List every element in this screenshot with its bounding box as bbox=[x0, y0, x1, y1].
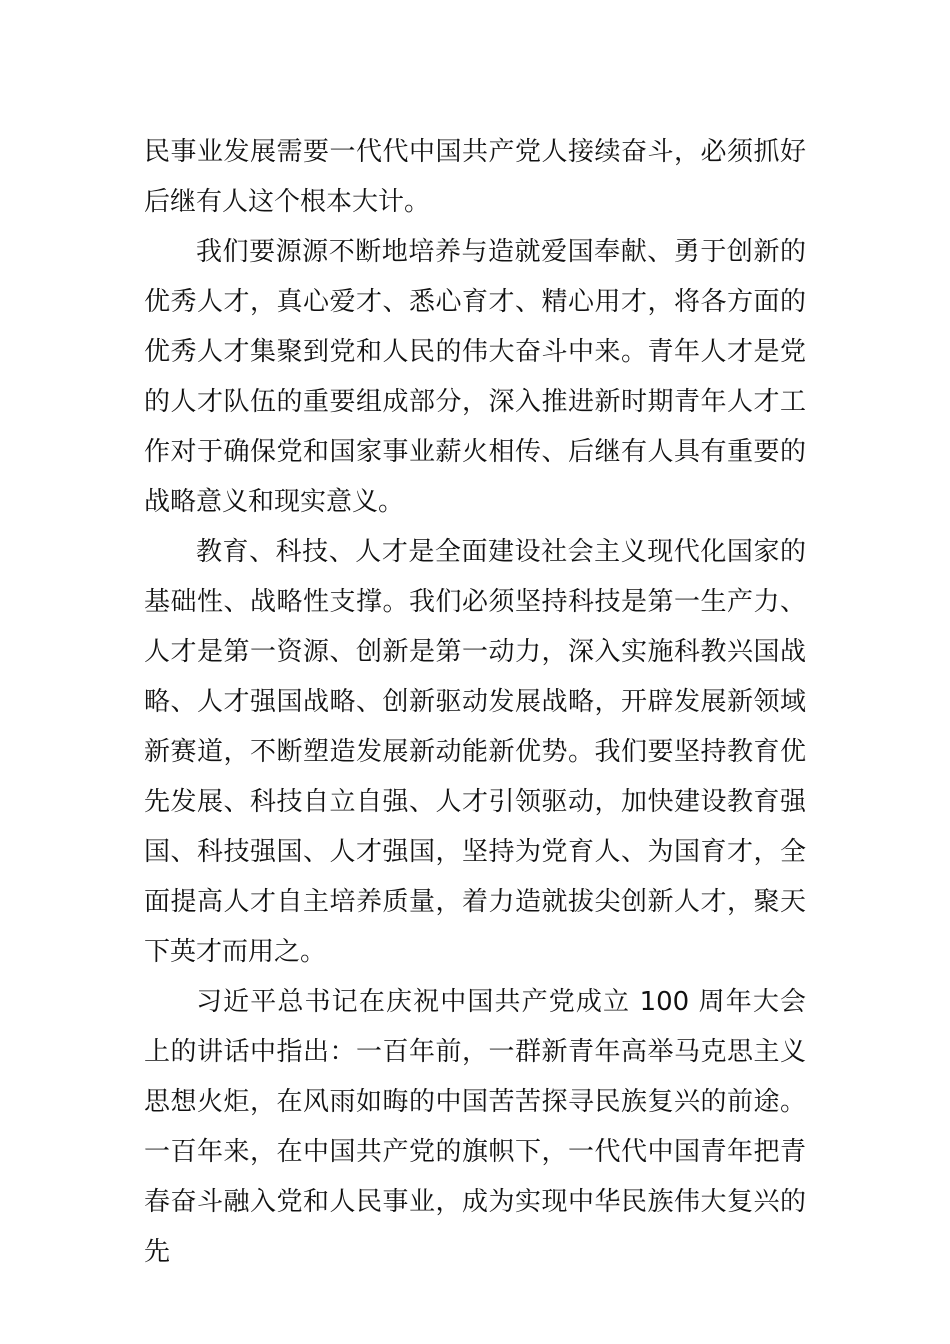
paragraph-education-science-talent: 教育、科技、人才是全面建设社会主义现代化国家的基础性、战略性支撑。我们必须坚持科技是第一生产力、人才是第一资源、创新是第一动力，深入实施科教兴国战略、人才强国战略、创新驱动发展战略，开辟发展新领域新赛道，不断塑造发展新动能新优势。我们要坚持教育优先发展、科技自立自强、人才引领驱动，加快建设教育强国、科技强国、人才强国，坚持为党育人、为国育才，全面提高人才自主培养质量，着力造就拔尖创新人才，聚天下英才而用之。 bbox=[144, 537, 806, 967]
document-body bbox=[144, 127, 806, 1277]
paragraph-centenary-speech: 习近平总书记在庆祝中国共产党成立 100 周年大会上的讲话中指出：一百年前，一群新青年高举马克思主义思想火炬，在风雨如晦的中国苦苦探寻民族复兴的前途。一百年来，在中国共产党的旗帜下，一代代中国青年把青春奋斗融入党和人民事业，成为实现中华民族伟大复兴的先 bbox=[144, 987, 806, 1267]
paragraph-talent-cultivation: 我们要源源不断地培养与造就爱国奉献、勇于创新的优秀人才，真心爱才、悉心育才、精心用才，将各方面的优秀人才集聚到党和人民的伟大奋斗中来。青年人才是党的人才队伍的重要组成部分，深入推进新时期青年人才工作对于确保党和国家事业薪火相传、后继有人具有重要的战略意义和现实意义。 bbox=[144, 237, 806, 517]
paragraph-continuation: 民事业发展需要一代代中国共产党人接续奋斗，必须抓好后继有人这个根本大计。 bbox=[144, 137, 806, 217]
